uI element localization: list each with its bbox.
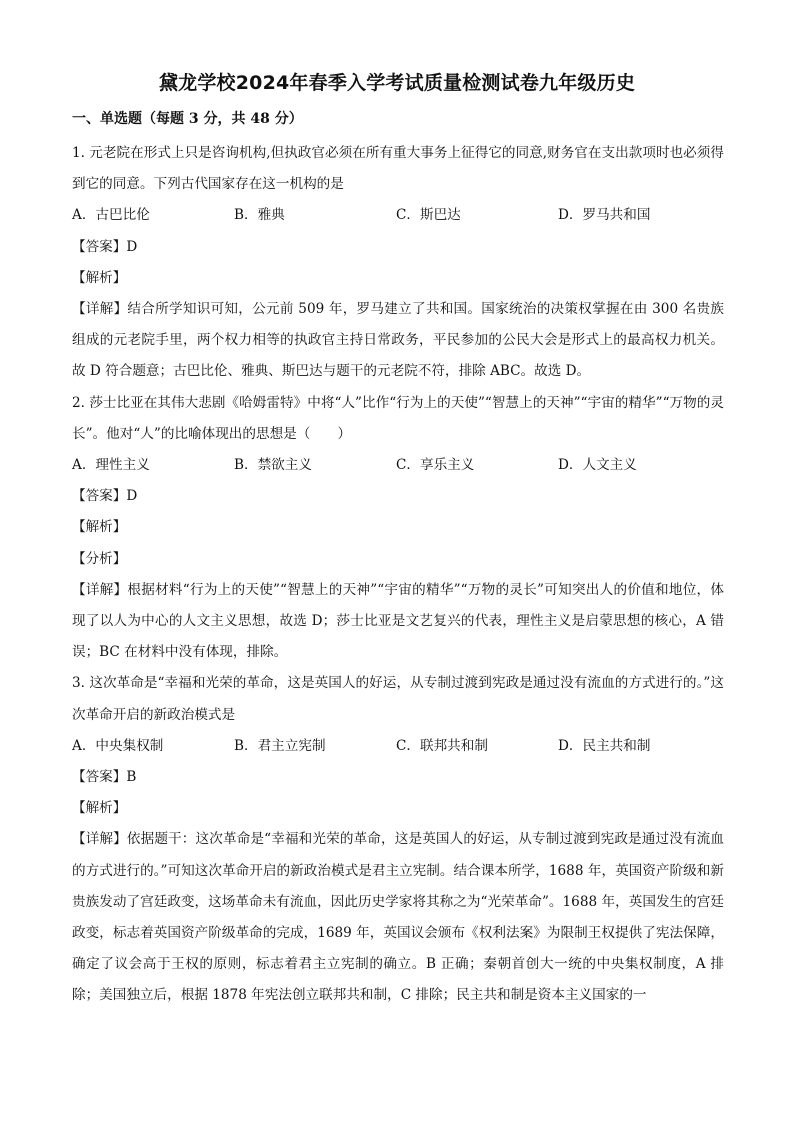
question-3-options — [72, 731, 724, 762]
question-1-option-d: D．罗马共和国 — [558, 207, 651, 224]
question-2-analysis-sub: 【分析】 — [72, 550, 127, 567]
section-heading: 一、单选题（每题 3 分，共 48 分） — [72, 111, 303, 127]
question-2-detail: 【详解】根据材料“行为上的天使”“智慧上的天神”“宇宙的精华”“万物的灵长”可知突出人的价值和地位，体现了以人为中心的人文主义思想，故选 D；莎士比亚是文艺复兴的代表，理性主义是启蒙思想的核心，A 错误；BC 在材料中没有体现，排除。 — [72, 581, 724, 661]
question-2-answer: 【答案】D — [72, 488, 138, 505]
question-1-option-b: B．雅典 — [234, 207, 285, 224]
question-2-option-b: B．禁欲主义 — [234, 457, 312, 474]
question-2-option-c: C．享乐主义 — [396, 457, 475, 474]
question-1-option-c: C．斯巴达 — [396, 207, 461, 224]
question-3-option-d: D．民主共和制 — [558, 737, 651, 754]
question-2-analysis-label: 【解析】 — [72, 519, 127, 536]
question-3-option-a: A．中央集权制 — [72, 737, 164, 754]
question-1-stem: 1. 元老院在形式上只是咨询机构,但执政官必须在所有重大事务上征得它的同意,财务官在支出款项时也必须得到它的同意。下列古代国家存在这一机构的是 — [72, 145, 724, 193]
question-1-detail: 【详解】结合所学知识可知，公元前 509 年，罗马建立了共和国。国家统治的决策权掌握在由 300 名贵族组成的元老院手里，两个权力相等的执政官主持日常政务，平民参加的公民大会是形式上的最高权力机关。故 D 符合题意；古巴比伦、雅典、斯巴达与题干的元老院不符，排除 ABC。故选 D。 — [72, 301, 724, 380]
questions-content — [72, 138, 724, 1012]
question-2-option-a: A．理性主义 — [72, 457, 150, 474]
question-3-option-b: B．君主立宪制 — [234, 737, 326, 754]
question-3-answer: 【答案】B — [72, 769, 137, 786]
question-1-option-a: A．古巴比伦 — [72, 207, 150, 224]
document-title: 黛龙学校2024年春季入学考试质量检测试卷九年级历史 — [158, 72, 636, 94]
question-3-analysis-label: 【解析】 — [72, 800, 127, 817]
question-3-detail: 【详解】依据题干：这次革命是“幸福和光荣的革命，这是英国人的好运，从专制过渡到宪政是通过没有流血的方式进行的。”可知这次革命开启的新政治模式是君主立宪制。结合课本所学，1688 年，英国资产阶级和新贵族发动了宫廷政变，这场革命未有流血，因此历史学家将其称之为“光荣革命”。1688 年，英国发生的宫廷政变，标志着英国资产阶级革命的完成，1689 年，英国议会颁布《权利法案》为限制王权提供了宪法保障，确定了议会高于王权的原则，标志着君主立宪制的确立。B 正确；秦朝首创大一统的中央集权制度，A 排除；美国独立后，根据 1878 年宪法创立联邦共和制，C 排除；民主共和制是资本主义国家的一 — [72, 831, 724, 1004]
question-2-stem: 2. 莎士比亚在其伟大悲剧《哈姆雷特》中将“人”比作“行为上的天使”“智慧上的天神”“宇宙的精华”“万物的灵长”。他对“人”的比喻体现出的思想是（ ） — [72, 394, 724, 442]
question-1-options — [72, 200, 724, 231]
question-3-option-c: C．联邦共和制 — [396, 737, 488, 754]
question-1-answer: 【答案】D — [72, 238, 138, 255]
question-1-analysis-label: 【解析】 — [72, 269, 127, 286]
question-3-stem: 3. 这次革命是“幸福和光荣的革命，这是英国人的好运，从专制过渡到宪政是通过没有流血的方式进行的。”这次革命开启的新政治模式是 — [72, 675, 724, 723]
question-2-option-d: D．人文主义 — [558, 457, 637, 474]
question-2-options — [72, 450, 724, 481]
